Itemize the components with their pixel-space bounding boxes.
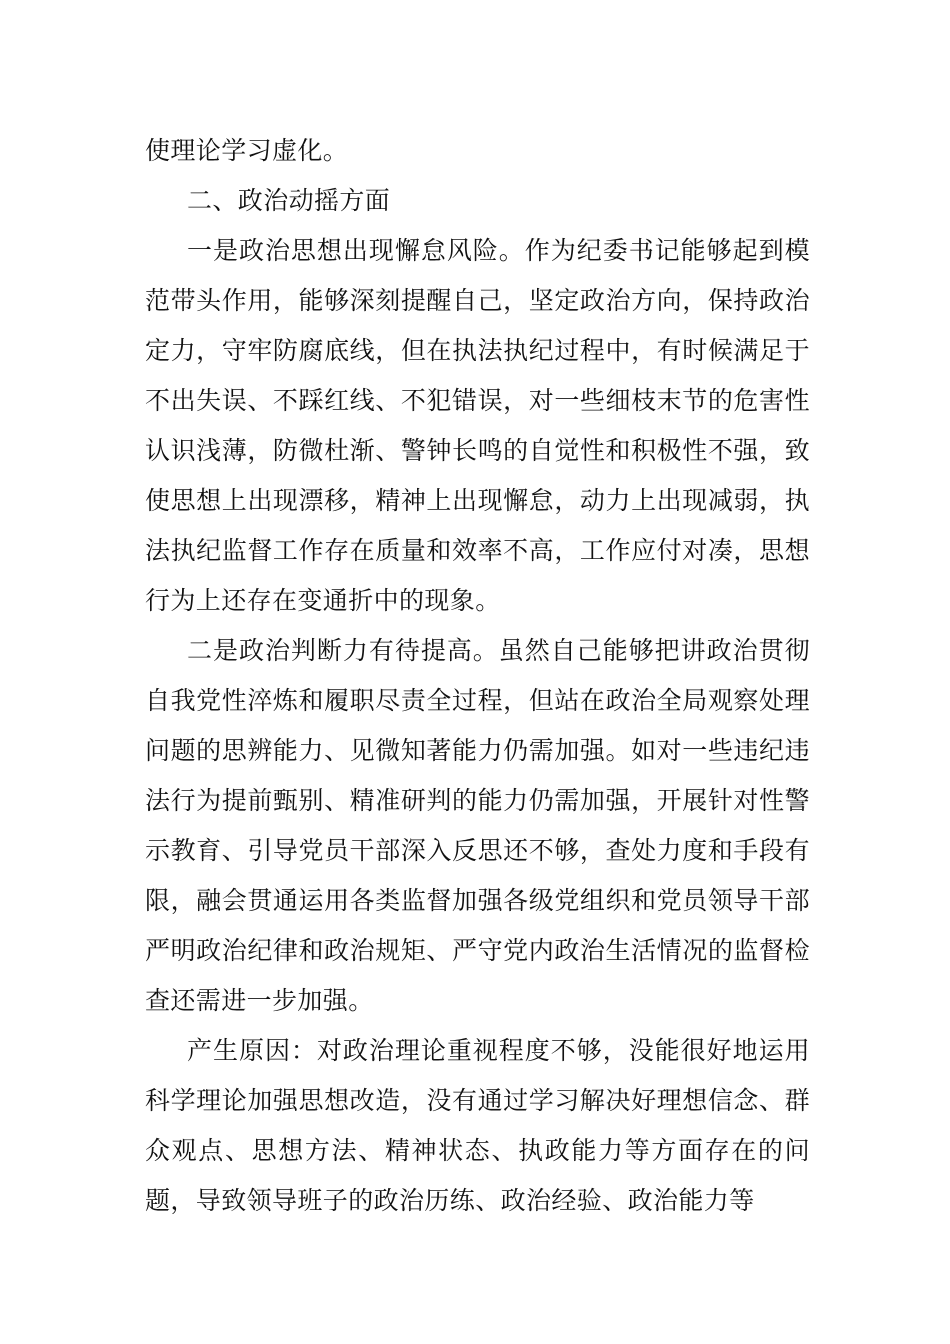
paragraph-political-judgment: 二是政治判断力有待提高。虽然自己能够把讲政治贯彻自我党性淬炼和履职尽责全过程，但站在政治全局观察处理问题的思辨能力、见微知著能力仍需加强。如对一些违纪违法行为提前甄别、精准研判的能力仍需加强，开展针对性警示教育、引导党员干部深入反思还不够，查处力度和手段有限，融会贯通运用各类监督加强各级党组织和党员领导干部严明政治纪律和政治规矩、严守党内政治生活情况的监督检查还需进一步加强。 — [145, 636, 810, 1015]
paragraph-continuation: 使理论学习虚化。 — [145, 136, 349, 165]
paragraph-political-thought: 一是政治思想出现懈怠风险。作为纪委书记能够起到模范带头作用，能够深刻提醒自己，坚定政治方向，保持政治定力，守牢防腐底线，但在执法执纪过程中，有时候满足于不出失误、不踩红线、不犯错误，对一些细枝末节的危害性认识浅薄，防微杜渐、警钟长鸣的自觉性和积极性不强，致使思想上出现漂移，精神上出现懈怠，动力上出现减弱，执法执纪监督工作存在质量和效率不高，工作应付对凑，思想行为上还存在变通折中的现象。 — [145, 236, 810, 615]
paragraph-causes: 产生原因：对政治理论重视程度不够，没能很好地运用科学理论加强思想改造，没有通过学习解决好理想信念、群众观点、思想方法、精神状态、执政能力等方面存在的问题，导致领导班子的政治历练、政治经验、政治能力等 — [145, 1036, 810, 1215]
document-page — [145, 126, 810, 1226]
section-heading: 二、政治动摇方面 — [187, 186, 391, 215]
